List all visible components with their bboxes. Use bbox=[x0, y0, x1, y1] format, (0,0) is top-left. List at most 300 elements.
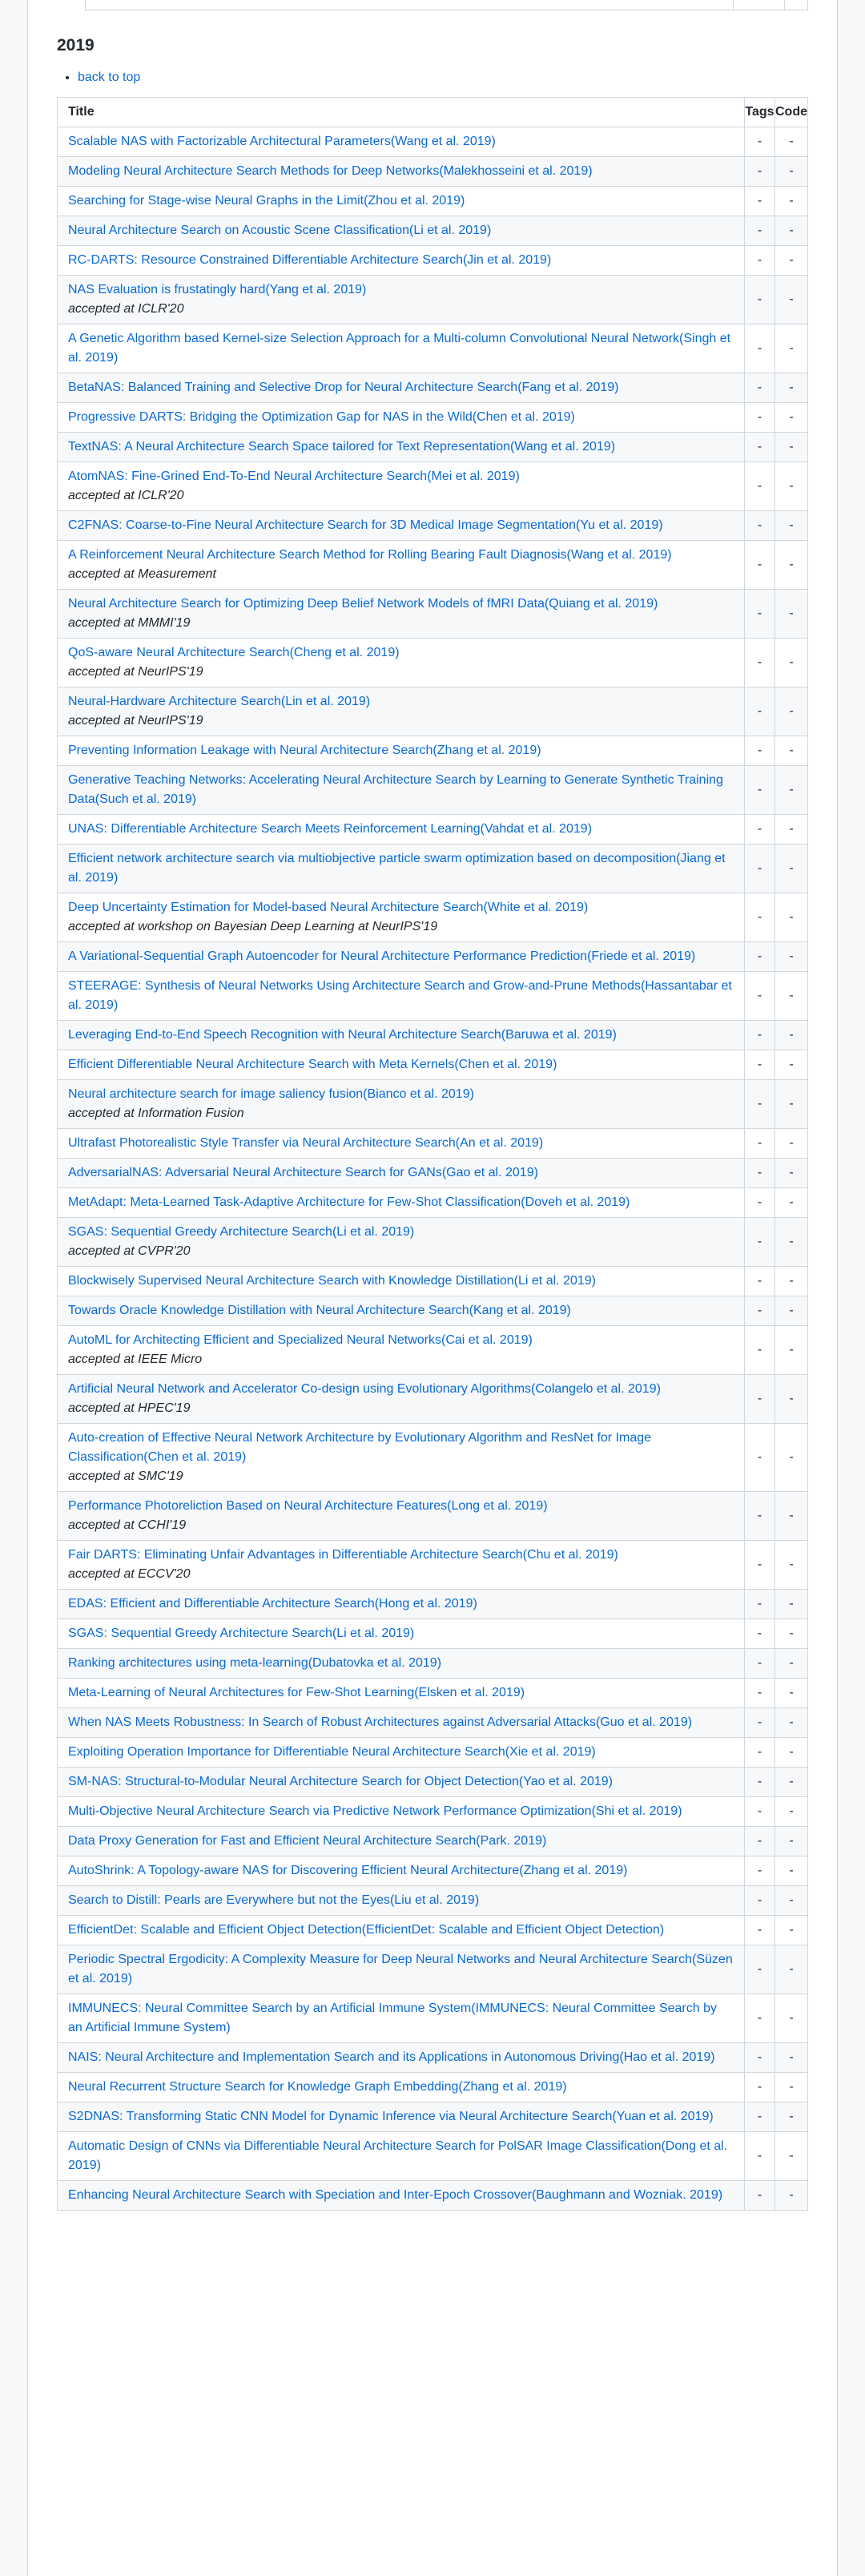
table-row bbox=[58, 2181, 808, 2211]
table-row bbox=[58, 1679, 808, 1708]
code-cell: - bbox=[775, 1886, 808, 1916]
table-row bbox=[58, 157, 808, 187]
code-cell: - bbox=[775, 2073, 808, 2102]
title-cell bbox=[58, 845, 745, 893]
table-row bbox=[58, 766, 808, 815]
title-cell bbox=[58, 1827, 745, 1856]
table-row bbox=[58, 325, 808, 373]
tags-cell: - bbox=[745, 1267, 775, 1296]
code-cell: - bbox=[775, 736, 808, 766]
code-cell: - bbox=[775, 893, 808, 942]
paper-link[interactable]: Enhancing Neural Architecture Search with Speciation and Inter-Epoch Crossover(Baughmann and Wozniak. 2019) bbox=[68, 2188, 723, 2202]
table-row bbox=[58, 1218, 808, 1267]
title-cell bbox=[58, 1738, 745, 1768]
tags-cell: - bbox=[745, 1768, 775, 1797]
code-cell: - bbox=[775, 462, 808, 511]
tags-cell: - bbox=[745, 157, 775, 187]
table-row bbox=[58, 1159, 808, 1188]
tags-cell: - bbox=[745, 433, 775, 462]
title-cell bbox=[58, 687, 745, 736]
title-cell bbox=[58, 1768, 745, 1797]
table-row bbox=[58, 246, 808, 276]
table-row bbox=[58, 187, 808, 216]
venue-note: accepted at CCHI'19 bbox=[68, 1518, 187, 1532]
paper-link[interactable]: Automatic Design of CNNs via Differentiable Neural Architecture Search for PolSAR Image Classification(Dong et al. 2019) bbox=[68, 2139, 728, 2172]
title-cell bbox=[58, 1679, 745, 1708]
title-cell bbox=[58, 1375, 745, 1424]
paper-link[interactable]: STEERAGE: Synthesis of Neural Networks Using Architecture Search and Grow-and-Prune Methods(Hassantabar et al. 2019) bbox=[68, 979, 732, 1012]
venue-note: accepted at SMC'19 bbox=[68, 1469, 183, 1483]
code-cell: - bbox=[775, 1021, 808, 1050]
tags-cell: - bbox=[745, 815, 775, 845]
table-row bbox=[58, 1326, 808, 1375]
code-cell: - bbox=[775, 325, 808, 373]
venue-note: accepted at ICLR'20 bbox=[68, 489, 184, 502]
tags-cell: - bbox=[745, 1945, 775, 1994]
back-to-top-item bbox=[78, 68, 808, 87]
paper-link[interactable]: Neural-Hardware Architecture Search(Lin et al. 2019) bbox=[68, 695, 371, 708]
table-row bbox=[58, 462, 808, 511]
title-cell bbox=[58, 1797, 745, 1827]
paper-link[interactable]: Fair DARTS: Eliminating Unfair Advantages in Differentiable Architecture Search(Chu et al. 2019) bbox=[68, 1548, 618, 1562]
table-row bbox=[58, 1738, 808, 1768]
code-cell: - bbox=[775, 1797, 808, 1827]
tags-cell: - bbox=[745, 1994, 775, 2043]
table-row bbox=[58, 1886, 808, 1916]
title-cell bbox=[58, 373, 745, 403]
table-row bbox=[58, 639, 808, 687]
tags-cell: - bbox=[745, 1326, 775, 1375]
code-cell: - bbox=[775, 1916, 808, 1945]
table-header-row bbox=[58, 98, 808, 127]
code-cell: - bbox=[775, 187, 808, 216]
title-cell bbox=[58, 1945, 745, 1994]
paper-link[interactable]: Generative Teaching Networks: Accelerating Neural Architecture Search by Learning to Generate Synthetic Training Data(Such et al. 2019) bbox=[68, 773, 723, 806]
code-cell: - bbox=[775, 127, 808, 157]
code-cell: - bbox=[775, 373, 808, 403]
paper-link[interactable]: Neural Architecture Search on Acoustic Scene Classification(Li et al. 2019) bbox=[68, 224, 492, 237]
tags-cell: - bbox=[745, 942, 775, 972]
code-cell: - bbox=[775, 1856, 808, 1886]
title-cell bbox=[58, 511, 745, 541]
tags-cell: - bbox=[745, 1619, 775, 1649]
paper-link[interactable]: TextNAS: A Neural Architecture Search Space tailored for Text Representation(Wang et al. 2019) bbox=[68, 440, 616, 454]
title-cell bbox=[58, 325, 745, 373]
table-row bbox=[58, 2132, 808, 2181]
code-cell: - bbox=[775, 1994, 808, 2043]
table-row bbox=[58, 1129, 808, 1159]
table-row bbox=[58, 1541, 808, 1590]
table-row bbox=[58, 687, 808, 736]
tags-cell: - bbox=[745, 2043, 775, 2073]
paper-link[interactable]: SGAS: Sequential Greedy Architecture Search(Li et al. 2019) bbox=[68, 1225, 415, 1239]
code-cell: - bbox=[775, 2102, 808, 2132]
table-row bbox=[58, 216, 808, 246]
table-row bbox=[58, 1424, 808, 1492]
title-cell bbox=[58, 1326, 745, 1375]
code-cell: - bbox=[775, 942, 808, 972]
tags-cell: - bbox=[745, 2181, 775, 2211]
paper-link[interactable]: AutoShrink: A Topology-aware NAS for Discovering Efficient Neural Architecture(Zhang et al. 2019) bbox=[68, 1864, 628, 1877]
section-heading-2019: 2019 bbox=[57, 36, 95, 54]
paper-link[interactable]: C2FNAS: Coarse-to-Fine Neural Architecture Search for 3D Medical Image Segmentation(Yu et al. 2019) bbox=[68, 518, 663, 532]
table-row bbox=[58, 1375, 808, 1424]
readme-content bbox=[27, 0, 838, 2576]
table-row bbox=[58, 1267, 808, 1296]
paper-link[interactable]: Ranking architectures using meta-learning(Dubatovka et al. 2019) bbox=[68, 1656, 442, 1670]
paper-link[interactable]: UNAS: Differentiable Architecture Search Meets Reinforcement Learning(Vahdat et al. 2019) bbox=[68, 822, 592, 836]
table-row bbox=[58, 1188, 808, 1218]
title-cell bbox=[58, 1649, 745, 1679]
title-cell bbox=[58, 1159, 745, 1188]
code-cell: - bbox=[775, 845, 808, 893]
table-body bbox=[58, 127, 808, 2211]
code-cell: - bbox=[775, 246, 808, 276]
code-cell: - bbox=[775, 1296, 808, 1326]
tags-cell: - bbox=[745, 127, 775, 157]
paper-link[interactable]: AutoML for Architecting Efficient and Specialized Neural Networks(Cai et al. 2019) bbox=[68, 1333, 533, 1347]
tags-cell: - bbox=[745, 216, 775, 246]
code-cell: - bbox=[775, 1080, 808, 1129]
table-row bbox=[58, 1856, 808, 1886]
tags-cell: - bbox=[745, 1050, 775, 1080]
title-cell bbox=[58, 1424, 745, 1492]
table-row bbox=[58, 815, 808, 845]
paper-link[interactable]: Searching for Stage-wise Neural Graphs in the Limit(Zhou et al. 2019) bbox=[68, 194, 465, 208]
code-cell: - bbox=[775, 541, 808, 590]
paper-link[interactable]: When NAS Meets Robustness: In Search of Robust Architectures against Adversarial Attacks(Guo et al. 2019) bbox=[68, 1715, 693, 1729]
back-to-top-list bbox=[57, 68, 808, 87]
title-cell bbox=[58, 1050, 745, 1080]
title-cell bbox=[58, 1619, 745, 1649]
tags-cell: - bbox=[745, 1492, 775, 1541]
paper-link[interactable]: Artificial Neural Network and Accelerator Co-design using Evolutionary Algorithms(Colangelo et al. 2019) bbox=[68, 1382, 661, 1396]
code-cell: - bbox=[775, 1590, 808, 1619]
tags-cell: - bbox=[745, 403, 775, 433]
paper-link[interactable]: Modeling Neural Architecture Search Methods for Deep Networks(Malekhosseini et al. 2019) bbox=[68, 164, 593, 178]
tags-cell: - bbox=[745, 1916, 775, 1945]
table-row bbox=[58, 1021, 808, 1050]
paper-link[interactable]: Meta-Learning of Neural Architectures for Few-Shot Learning(Elsken et al. 2019) bbox=[68, 1686, 525, 1699]
title-cell bbox=[58, 1994, 745, 2043]
table-row bbox=[58, 403, 808, 433]
title-cell bbox=[58, 216, 745, 246]
code-cell: - bbox=[775, 639, 808, 687]
paper-link[interactable]: A Variational-Sequential Graph Autoencoder for Neural Architecture Performance Prediction(Friede et al. 2019) bbox=[68, 949, 696, 963]
code-cell: - bbox=[775, 1738, 808, 1768]
code-cell: - bbox=[775, 2181, 808, 2211]
table-row bbox=[58, 736, 808, 766]
tags-cell: - bbox=[745, 1827, 775, 1856]
title-cell bbox=[58, 2181, 745, 2211]
paper-link[interactable]: EfficientDet: Scalable and Efficient Object Detection(EfficientDet: Scalable and Efficient Object Detection) bbox=[68, 1923, 665, 1937]
venue-note: accepted at NeurIPS'19 bbox=[68, 665, 203, 679]
code-cell: - bbox=[775, 1945, 808, 1994]
code-cell: - bbox=[775, 815, 808, 845]
code-cell: - bbox=[775, 1326, 808, 1375]
paper-link[interactable]: Performance Photoreliction Based on Neural Architecture Features(Long et al. 2019) bbox=[68, 1499, 548, 1513]
title-cell bbox=[58, 815, 745, 845]
paper-link[interactable]: QoS-aware Neural Architecture Search(Cheng et al. 2019) bbox=[68, 646, 400, 659]
title-cell bbox=[58, 1708, 745, 1738]
tags-cell: - bbox=[745, 1021, 775, 1050]
venue-note: accepted at NeurIPS'19 bbox=[68, 714, 203, 728]
paper-link[interactable]: Leveraging End-to-End Speech Recognition with Neural Architecture Search(Baruwa et al. 2019) bbox=[68, 1028, 617, 1042]
title-cell bbox=[58, 157, 745, 187]
tags-cell: - bbox=[745, 736, 775, 766]
paper-link[interactable]: IMMUNECS: Neural Committee Search by an Artificial Immune System(IMMUNECS: Neural Committee Search by an Artificial Immune System) bbox=[68, 2002, 717, 2034]
tags-cell: - bbox=[745, 462, 775, 511]
table-row bbox=[58, 1768, 808, 1797]
table-row bbox=[58, 1492, 808, 1541]
title-cell bbox=[58, 187, 745, 216]
code-cell: - bbox=[775, 1768, 808, 1797]
code-cell: - bbox=[775, 216, 808, 246]
paper-link[interactable]: Efficient network architecture search via multiobjective particle swarm optimization based on decomposition(Jiang et al. 2019) bbox=[68, 852, 726, 885]
paper-link[interactable]: Blockwisely Supervised Neural Architecture Search with Knowledge Distillation(Li et al. 2019) bbox=[68, 1274, 596, 1288]
table-row bbox=[58, 942, 808, 972]
tags-cell: - bbox=[745, 1375, 775, 1424]
tags-cell: - bbox=[745, 1679, 775, 1708]
title-cell bbox=[58, 1021, 745, 1050]
table-row bbox=[58, 1619, 808, 1649]
title-cell bbox=[58, 972, 745, 1021]
table-row bbox=[58, 2043, 808, 2073]
tags-cell: - bbox=[745, 1129, 775, 1159]
code-cell: - bbox=[775, 590, 808, 639]
venue-note: accepted at ICLR'20 bbox=[68, 302, 184, 316]
code-cell: - bbox=[775, 1708, 808, 1738]
paper-link[interactable]: SGAS: Sequential Greedy Architecture Search(Li et al. 2019) bbox=[68, 1627, 415, 1640]
venue-note: accepted at Information Fusion bbox=[68, 1107, 244, 1120]
tags-cell: - bbox=[745, 2102, 775, 2132]
code-cell: - bbox=[775, 972, 808, 1021]
title-cell bbox=[58, 1492, 745, 1541]
paper-link[interactable]: EDAS: Efficient and Differentiable Architecture Search(Hong et al. 2019) bbox=[68, 1597, 477, 1611]
code-cell: - bbox=[775, 1218, 808, 1267]
back-to-top-link[interactable]: back to top bbox=[78, 71, 141, 84]
paper-link[interactable]: A Reinforcement Neural Architecture Search Method for Rolling Bearing Fault Diagnosis(Wang et al. 2019) bbox=[68, 548, 672, 562]
venue-note: accepted at CVPR'20 bbox=[68, 1244, 191, 1258]
title-cell bbox=[58, 2102, 745, 2132]
tags-cell: - bbox=[745, 1218, 775, 1267]
tags-cell: - bbox=[745, 2073, 775, 2102]
tags-cell: - bbox=[745, 373, 775, 403]
table-row bbox=[58, 1296, 808, 1326]
title-cell bbox=[58, 1590, 745, 1619]
paper-link[interactable]: Progressive DARTS: Bridging the Optimization Gap for NAS in the Wild(Chen et al. 2019) bbox=[68, 410, 575, 424]
table-row bbox=[58, 1916, 808, 1945]
paper-link[interactable]: Multi-Objective Neural Architecture Search via Predictive Network Performance Optimization(Shi et al. 2019) bbox=[68, 1804, 682, 1818]
tags-cell: - bbox=[745, 1856, 775, 1886]
code-cell: - bbox=[775, 1649, 808, 1679]
code-cell: - bbox=[775, 1827, 808, 1856]
title-cell bbox=[58, 1080, 745, 1129]
paper-link[interactable]: MetAdapt: Meta-Learned Task-Adaptive Architecture for Few-Shot Classification(Doveh et al. 2019) bbox=[68, 1195, 630, 1209]
code-cell: - bbox=[775, 1619, 808, 1649]
code-cell: - bbox=[775, 403, 808, 433]
table-row bbox=[58, 972, 808, 1021]
code-cell: - bbox=[775, 1679, 808, 1708]
title-cell bbox=[58, 2073, 745, 2102]
title-cell bbox=[58, 127, 745, 157]
table-row bbox=[58, 541, 808, 590]
tags-cell: - bbox=[745, 1886, 775, 1916]
title-cell bbox=[58, 590, 745, 639]
tags-cell: - bbox=[745, 893, 775, 942]
table-row bbox=[58, 1590, 808, 1619]
title-cell bbox=[58, 1541, 745, 1590]
title-cell bbox=[58, 1188, 745, 1218]
previous-table-bottom bbox=[85, 0, 808, 10]
code-cell: - bbox=[775, 433, 808, 462]
title-cell bbox=[58, 403, 745, 433]
paper-link[interactable]: A Genetic Algorithm based Kernel-size Selection Approach for a Multi-column Convolutional Neural Network(Singh et al. 2019) bbox=[68, 332, 731, 365]
code-cell: - bbox=[775, 766, 808, 815]
paper-link[interactable]: Neural Recurrent Structure Search for Knowledge Graph Embedding(Zhang et al. 2019) bbox=[68, 2080, 567, 2094]
table-row bbox=[58, 2073, 808, 2102]
tags-cell: - bbox=[745, 972, 775, 1021]
title-cell bbox=[58, 766, 745, 815]
header-code: Code bbox=[775, 98, 808, 127]
tags-cell: - bbox=[745, 325, 775, 373]
tags-cell: - bbox=[745, 590, 775, 639]
paper-link[interactable]: Data Proxy Generation for Fast and Efficient Neural Architecture Search(Park. 2019) bbox=[68, 1834, 547, 1848]
tags-cell: - bbox=[745, 1424, 775, 1492]
paper-link[interactable]: Search to Distill: Pearls are Everywhere but not the Eyes(Liu et al. 2019) bbox=[68, 1893, 480, 1907]
paper-link[interactable]: Exploiting Operation Importance for Differentiable Neural Architecture Search(Xie et al. 2019) bbox=[68, 1745, 596, 1759]
paper-link[interactable]: NAIS: Neural Architecture and Implementation Search and its Applications in Autonomous Driving(Hao et al. 2019) bbox=[68, 2050, 715, 2064]
paper-link[interactable]: Deep Uncertainty Estimation for Model-based Neural Architecture Search(White et al. 2019) bbox=[68, 901, 589, 914]
code-cell: - bbox=[775, 1267, 808, 1296]
tags-cell: - bbox=[745, 1080, 775, 1129]
tags-cell: - bbox=[745, 1590, 775, 1619]
table-row bbox=[58, 373, 808, 403]
paper-link[interactable]: Efficient Differentiable Neural Architecture Search with Meta Kernels(Chen et al. 2019) bbox=[68, 1058, 557, 1071]
tags-cell: - bbox=[745, 1649, 775, 1679]
code-cell: - bbox=[775, 1424, 808, 1492]
table-row bbox=[58, 1827, 808, 1856]
code-cell: - bbox=[775, 1492, 808, 1541]
table-row bbox=[58, 1945, 808, 1994]
table-row bbox=[58, 511, 808, 541]
title-cell bbox=[58, 462, 745, 511]
tags-cell: - bbox=[745, 1188, 775, 1218]
header-title: Title bbox=[58, 98, 745, 127]
paper-link[interactable]: Towards Oracle Knowledge Distillation with Neural Architecture Search(Kang et al. 2019) bbox=[68, 1304, 571, 1317]
code-cell: - bbox=[775, 1188, 808, 1218]
tags-cell: - bbox=[745, 1296, 775, 1326]
tags-cell: - bbox=[745, 246, 775, 276]
paper-link[interactable]: NAS Evaluation is frustatingly hard(Yang et al. 2019) bbox=[68, 283, 367, 296]
paper-link[interactable]: Ultrafast Photorealistic Style Transfer via Neural Architecture Search(An et al. 2019) bbox=[68, 1136, 544, 1150]
title-cell bbox=[58, 639, 745, 687]
code-cell: - bbox=[775, 1541, 808, 1590]
tags-cell: - bbox=[745, 639, 775, 687]
paper-link[interactable]: AdversarialNAS: Adversarial Neural Architecture Search for GANs(Gao et al. 2019) bbox=[68, 1166, 538, 1179]
title-cell bbox=[58, 736, 745, 766]
tags-cell: - bbox=[745, 187, 775, 216]
title-cell bbox=[58, 1296, 745, 1326]
tags-cell: - bbox=[745, 541, 775, 590]
paper-link[interactable]: Auto-creation of Effective Neural Network Architecture by Evolutionary Algorithm and ResNet for Image Classification(Chen et al. 2019) bbox=[68, 1431, 652, 1464]
venue-note: accepted at MMMI'19 bbox=[68, 616, 191, 630]
title-cell bbox=[58, 2132, 745, 2181]
tags-cell: - bbox=[745, 2132, 775, 2181]
title-cell bbox=[58, 942, 745, 972]
title-cell bbox=[58, 1267, 745, 1296]
title-cell bbox=[58, 246, 745, 276]
table-row bbox=[58, 1797, 808, 1827]
venue-note: accepted at workshop on Bayesian Deep Learning at NeurIPS'19 bbox=[68, 920, 438, 933]
table-row bbox=[58, 845, 808, 893]
tags-cell: - bbox=[745, 1541, 775, 1590]
table-row bbox=[58, 590, 808, 639]
table-row bbox=[58, 276, 808, 325]
tags-cell: - bbox=[745, 766, 775, 815]
tags-cell: - bbox=[745, 276, 775, 325]
papers-table bbox=[57, 97, 808, 2211]
paper-link[interactable]: BetaNAS: Balanced Training and Selective Drop for Neural Architecture Search(Fang et al. 2019) bbox=[68, 381, 619, 394]
code-cell: - bbox=[775, 1129, 808, 1159]
paper-link[interactable]: Preventing Information Leakage with Neural Architecture Search(Zhang et al. 2019) bbox=[68, 744, 541, 757]
paper-link[interactable]: RC-DARTS: Resource Constrained Differentiable Architecture Search(Jin et al. 2019) bbox=[68, 253, 552, 267]
title-cell bbox=[58, 1886, 745, 1916]
table-row bbox=[58, 1649, 808, 1679]
tags-cell: - bbox=[745, 1708, 775, 1738]
code-cell: - bbox=[775, 2132, 808, 2181]
venue-note: accepted at HPEC'19 bbox=[68, 1401, 191, 1415]
tags-cell: - bbox=[745, 511, 775, 541]
tags-cell: - bbox=[745, 1738, 775, 1768]
table-row bbox=[58, 1708, 808, 1738]
header-tags: Tags bbox=[745, 98, 775, 127]
paper-link[interactable]: Neural architecture search for image saliency fusion(Bianco et al. 2019) bbox=[68, 1087, 474, 1101]
tags-cell: - bbox=[745, 1159, 775, 1188]
code-cell: - bbox=[775, 2043, 808, 2073]
code-cell: - bbox=[775, 1375, 808, 1424]
venue-note: accepted at IEEE Micro bbox=[68, 1353, 203, 1366]
code-cell: - bbox=[775, 157, 808, 187]
table-row bbox=[58, 1050, 808, 1080]
code-cell: - bbox=[775, 276, 808, 325]
tags-cell: - bbox=[745, 845, 775, 893]
code-cell: - bbox=[775, 1159, 808, 1188]
paper-link[interactable]: SM-NAS: Structural-to-Modular Neural Architecture Search for Object Detection(Yao et al. 2019) bbox=[68, 1775, 613, 1788]
table-row bbox=[58, 127, 808, 157]
title-cell bbox=[58, 893, 745, 942]
title-cell bbox=[58, 276, 745, 325]
paper-link[interactable]: Scalable NAS with Factorizable Architectural Parameters(Wang et al. 2019) bbox=[68, 135, 496, 148]
paper-link[interactable]: Neural Architecture Search for Optimizing Deep Belief Network Models of fMRI Data(Quiang et al. 2019) bbox=[68, 597, 658, 611]
code-cell: - bbox=[775, 687, 808, 736]
venue-note: accepted at ECCV'20 bbox=[68, 1567, 191, 1581]
tags-cell: - bbox=[745, 687, 775, 736]
code-cell: - bbox=[775, 1050, 808, 1080]
title-cell bbox=[58, 541, 745, 590]
table-row bbox=[58, 1080, 808, 1129]
paper-link[interactable]: Periodic Spectral Ergodicity: A Complexity Measure for Deep Neural Networks and Neural Architecture Search(Süzen et al. 2019) bbox=[68, 1953, 733, 1985]
table-row bbox=[58, 1994, 808, 2043]
title-cell bbox=[58, 1218, 745, 1267]
title-cell bbox=[58, 1916, 745, 1945]
title-cell bbox=[58, 433, 745, 462]
title-cell bbox=[58, 2043, 745, 2073]
venue-note: accepted at Measurement bbox=[68, 567, 216, 581]
tags-cell: - bbox=[745, 1797, 775, 1827]
paper-link[interactable]: S2DNAS: Transforming Static CNN Model for Dynamic Inference via Neural Architecture Search(Yuan et al. 2019) bbox=[68, 2110, 714, 2123]
paper-link[interactable]: AtomNAS: Fine-Grined End-To-End Neural Architecture Search(Mei et al. 2019) bbox=[68, 470, 520, 483]
